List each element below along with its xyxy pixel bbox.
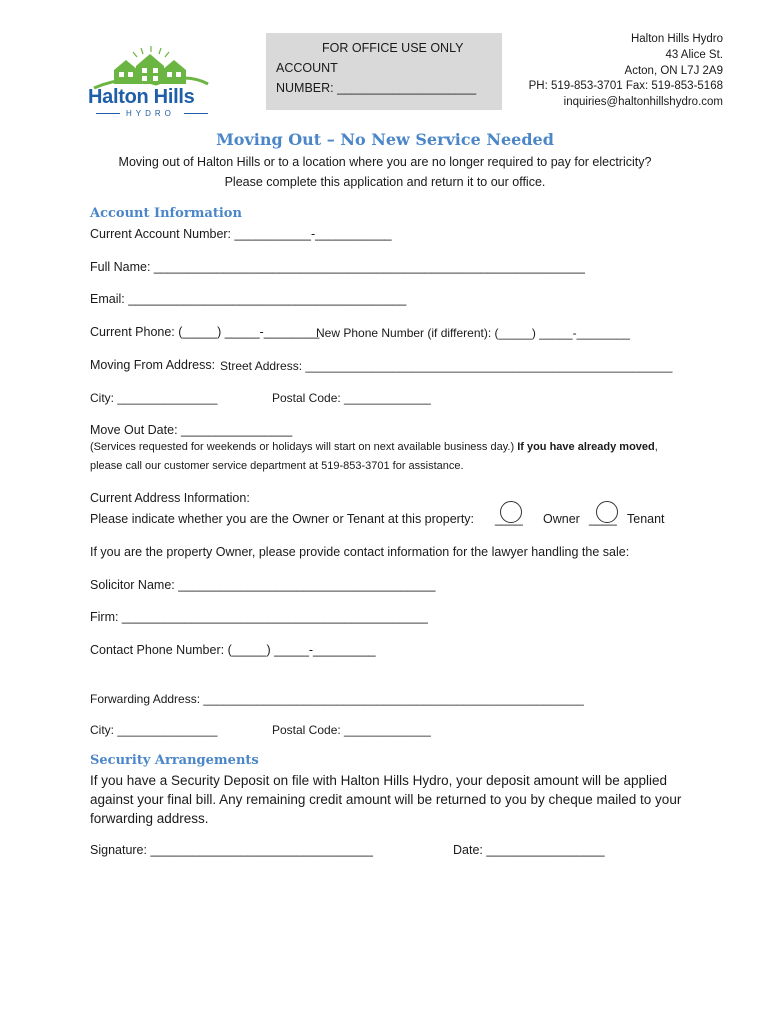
contact-phone-field[interactable]: Contact Phone Number: (_____) _____-_________ (90, 643, 376, 657)
move-out-date-field[interactable]: Move Out Date: ________________ (90, 423, 293, 437)
account-label: ACCOUNT (276, 61, 338, 75)
company-street: 43 Alice St. (665, 49, 723, 61)
street-address-field[interactable]: Street Address: _______________________________________________________ (220, 359, 673, 373)
intro-line-2: Please complete this application and return it to our office. (224, 175, 546, 189)
signature-field[interactable]: Signature: ________________________________ (90, 843, 373, 857)
company-city: Acton, ON L7J 2A9 (624, 65, 723, 77)
security-paragraph: If you have a Security Deposit on file with Halton Hills Hydro, your deposit amount will be applied against your final bill. Any remaining credit amount will be returned to you by cheque mailed to your forwarding address. (90, 773, 682, 826)
tenant-label: Tenant (627, 512, 665, 526)
new-phone-field[interactable]: New Phone Number (if different): (_____) _____-________ (316, 326, 630, 340)
date-field[interactable]: Date: _________________ (453, 843, 605, 857)
security-heading: Security Arrangements (90, 753, 259, 768)
forwarding-address-field[interactable]: Forwarding Address: _________________________________________________________ (90, 692, 584, 706)
service-note-comma: , (654, 441, 658, 453)
owner-blank: ____ (495, 512, 523, 526)
company-email: inquiries@haltonhillshydro.com (563, 96, 723, 108)
service-note (90, 441, 658, 453)
office-account-number-field[interactable]: NUMBER: ____________________ (276, 81, 477, 95)
service-note-text: (Services requested for weekends or holidays will start on next available business day.) (90, 441, 515, 453)
email-field[interactable]: Email: ________________________________________ (90, 292, 407, 306)
forwarding-city-field[interactable]: City: _______________ (90, 723, 218, 737)
company-name: Halton Hills Hydro (630, 33, 723, 45)
logo-rule-right (184, 113, 208, 114)
logo-rule-left (96, 113, 120, 114)
logo-subtitle: HYDRO (126, 109, 175, 118)
intro-line-1: Moving out of Halton Hills or to a location where you are no longer required to pay for electricity? (118, 155, 652, 169)
firm-field[interactable]: Firm: ____________________________________________ (90, 610, 428, 624)
owner-instruction: If you are the property Owner, please provide contact information for the lawyer handling the sale: (90, 545, 630, 559)
moving-from-label: Moving From Address: (90, 358, 216, 372)
current-account-number-field[interactable]: Current Account Number: ___________-___________ (90, 227, 392, 241)
service-note-line-2: please call our customer service department at 519-853-3701 for assistance. (90, 460, 464, 472)
owner-tenant-question: Please indicate whether you are the Owner or Tenant at this property: (90, 512, 475, 526)
service-note-emphasis: If you have already moved (517, 441, 655, 453)
halton-hills-hydro-logo (86, 44, 216, 120)
page-title: Moving Out – No New Service Needed (216, 130, 554, 149)
logo-name: Halton Hills (88, 86, 195, 108)
tenant-blank: ____ (589, 512, 617, 526)
forwarding-postal-code-field[interactable]: Postal Code: _____________ (272, 723, 431, 737)
current-phone-field[interactable]: Current Phone: (_____) _____-________ (90, 325, 320, 339)
solicitor-name-field[interactable]: Solicitor Name: _____________________________________ (90, 578, 436, 592)
city-field[interactable]: City: _______________ (90, 391, 218, 405)
postal-code-field[interactable]: Postal Code: _____________ (272, 391, 431, 405)
company-phone-fax: PH: 519-853-3701 Fax: 519-853-5168 (528, 80, 723, 92)
office-use-box (266, 33, 502, 110)
full-name-field[interactable]: Full Name: ______________________________________________________________ (90, 260, 585, 274)
current-address-heading: Current Address Information: (90, 491, 250, 505)
office-use-label: FOR OFFICE USE ONLY (322, 41, 464, 55)
owner-label: Owner (543, 512, 580, 526)
account-info-heading: Account Information (90, 206, 242, 221)
